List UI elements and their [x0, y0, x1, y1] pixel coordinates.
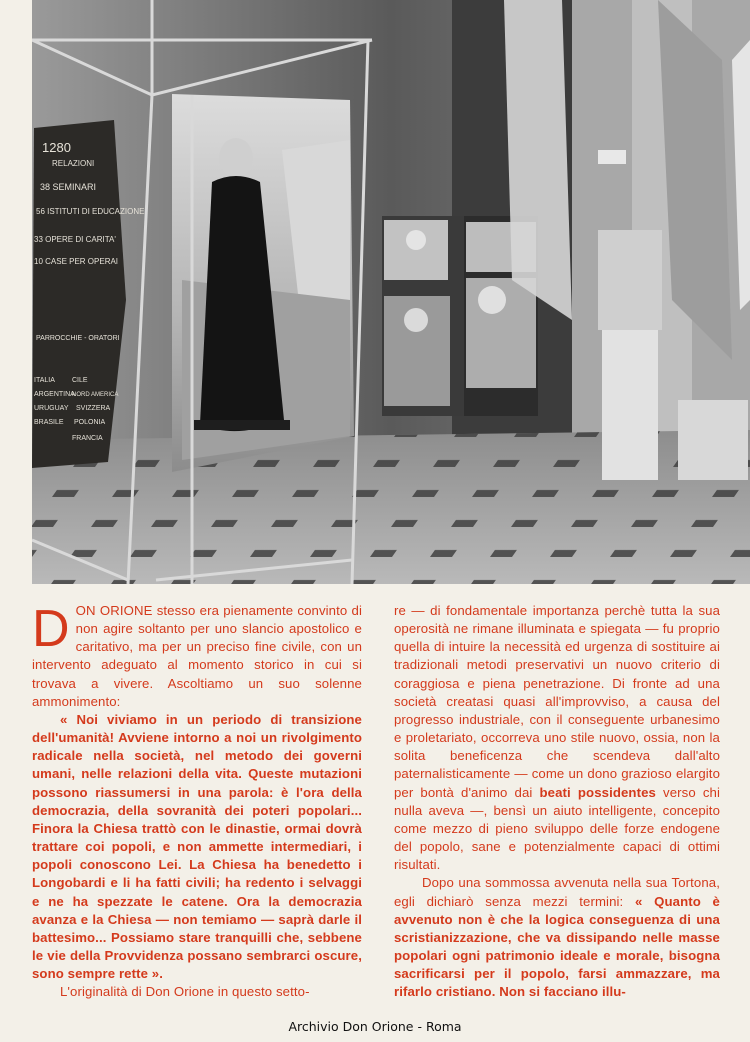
- panel-line: 33 OPERE DI CARITA': [34, 235, 116, 244]
- exhibition-photo: [32, 0, 750, 584]
- paragraph-intro: [32, 602, 362, 711]
- panel-line: NORD AMERICA: [72, 392, 119, 398]
- paragraph-tortona: [394, 874, 720, 1001]
- emphasis-latin-phrase: beati possidentes: [539, 784, 656, 800]
- panel-line: ARGENTINA: [34, 391, 75, 398]
- panel-line: URUGUAY: [34, 405, 69, 412]
- panel-line: CILE: [72, 377, 88, 384]
- article-column-left: [32, 602, 362, 1001]
- panel-line: FRANCIA: [72, 435, 103, 442]
- panel-line: ITALIA: [34, 377, 55, 384]
- panel-line: 56 ISTITUTI DI EDUCAZIONE: [36, 207, 145, 216]
- paragraph-text: Dopo una sommossa avvenuta nella sua Tortona, egli dichiarò senza mezzi termini:: [394, 875, 720, 909]
- panel-line: 1280: [42, 140, 71, 155]
- drop-cap: D: [32, 600, 70, 658]
- paragraph-text: re — di fondamentale importanza perchè tutta la sua operosità ne rimane illuminata e spiegata — fu proprio quella di intuire la necessità ed urgenza di sostituire ai tradizionali metodi preservativi un nuovo criterio di coraggiosa e piena penetrazione. Di fronte ad una società creatasi quasi all'improvviso, a causa del progresso industriale, con il conseguente urbanesimo e proletariato, occorreva uno stile nuovo, ossia, non la solita beneficenza che scendeva dall'alto paternalisticamente — come un dono grazioso elargito per bontà d'animo dai: [394, 603, 720, 800]
- panel-line: RELAZIONI: [52, 159, 95, 168]
- paragraph-text: ON ORIONE stesso era pienamente convinto di non agire soltanto per uno slancio apostolico e caritativo, ma per un preciso fine civile, con un intervento adeguato al momento storico in cui si trovava a vivere. Ascoltiamo un suo solenne ammonimento:: [32, 603, 362, 709]
- quoted-admonition: « Noi viviamo in un periodo di transizione dell'umanità! Avviene intorno a noi un rivolgimento radicale nella società, nel metodo dei governi umani, nelle relazioni della vita. Queste mutazioni possono riassumersi in una parola: è l'ora della democrazia, della sovranità dei poteri popolari... Finora la Chiesa trattò con le dinastie, ormai dovrà trattare coi popoli, e non ammette intermediari, i popoli conoscono Lei. La Chiesa ha benedetto i Longobardi e li ha fatti civili; ha redento i selvaggi e ne ha spezzate le catene. Ora la democrazia avanza e la Chiesa — non temiamo — saprà darle il battesimo... Possiamo stare tranquilli che, sebbene le vie della Provvidenza possano sembrarci oscure, sono sempre rette ».: [32, 711, 362, 982]
- paragraph-text: verso chi nulla aveva —, bensì un aiuto intelligente, concepito come mezzo di pieno sviluppo delle forze endogene del popolo, sane e potenzialmente capaci di ottimi risultati.: [394, 784, 720, 873]
- panel-line: POLONIA: [74, 419, 106, 426]
- panel-line: BRASILE: [34, 419, 64, 426]
- panel-line: 10 CASE PER OPERAI: [34, 257, 119, 266]
- panel-line: 38 SEMINARI: [40, 182, 97, 192]
- priest-portrait: [172, 94, 354, 472]
- paragraph-originality-continued: [394, 602, 720, 874]
- quoted-declaration: « Quanto è avvenuto non è che la logica conseguenza di una scristianizzazione, che va dissipando nelle masse popolari ogni patrimonio ideale e morale, bisogna sacrificarsi per il popolo, farsi ammazzare, ma rifarlo cristiano. Non si facciano illu-: [394, 893, 720, 1000]
- article-column-right: [394, 602, 720, 1001]
- archive-credit: Archivio Don Orione - Roma: [288, 1019, 462, 1034]
- panel-line: SVIZZERA: [76, 405, 111, 412]
- panel-line: PARROCCHIE - ORATORI: [36, 335, 120, 342]
- paragraph-originality-start: L'originalità di Don Orione in questo setto-: [60, 984, 310, 1000]
